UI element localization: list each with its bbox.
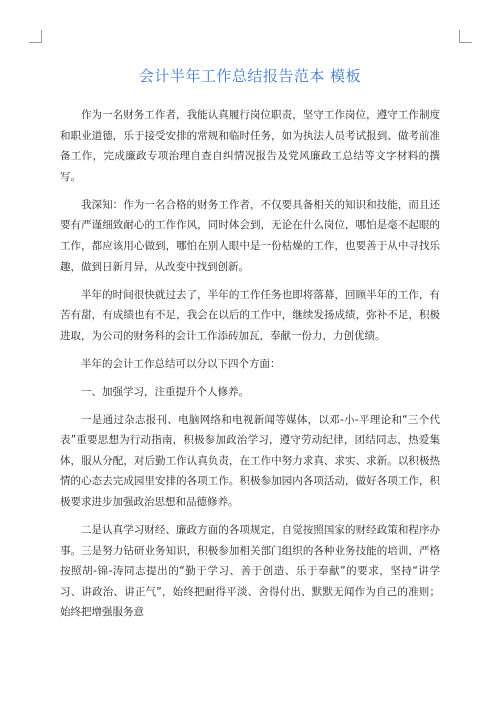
paragraph: 半年的时间很快就过去了，半年的工作任务也即将落幕，回顾半年的工作，有苦有甜，有成绩也有不足，我会在以后的工作中，继续发扬成绩，弥补不足，积极进取，为公司的财务科的会计工作添砖加瓦，奉献一份力，力创优绩。 xyxy=(60,288,440,342)
paragraph: 二是认真学习财经、廉政方面的各项规定，自觉按照国家的财经政策和程序办事。三是努力钻研业务知识，积极参加相关部门组织的各种业务技能的培训，严格按照胡-锦-涛同志提出的“勤于学习、善于创造、乐于奉献”的要求，坚持“讲学习、讲政治、讲正气”，始终把耐得平淡、舍得付出、默默无闻作为自己的准则；始终把增强服务意 xyxy=(60,524,440,619)
section-heading: 一、加强学习，注重提升个人修养。 xyxy=(81,385,249,398)
crop-mark-top-right xyxy=(459,30,472,43)
paragraph: 作为一名财务工作者，我能认真履行岗位职责，坚守工作岗位，遵守工作制度和职业道德，乐于接受安排的常规和临时任务，如为执法人员考试报到、做考前准备工作，完成廉政专项治理自查自纠情况报告及党风廉政工总结等文字材料的撰写。 xyxy=(60,109,440,183)
paragraph: 我深知：作为一名合格的财务工作者，不仅要具备相关的知识和技能，而且还要有严谨细致耐心的工作作风，同时体会到，无论在什么岗位，哪怕是毫不起眼的工作，都应该用心做到，哪怕在别人眼中是一份枯燥的工作，也要善于从中寻找乐趣，做到日新月异，从改变中找到创新。 xyxy=(60,198,440,273)
document-body xyxy=(60,105,440,630)
paragraph: 一是通过杂志报刊、电脑网络和电视新闻等媒体，以邓-小-平理论和“三个代表”重要思想为行动指南，积极参加政治学习，遵守劳动纪律，团结同志，热爱集体，服从分配，对后勤工作认真负责，在工作中努力求真、求实、求新。以积极热情的心态去完成园里安排的各项工作。积极参加园内各项活动，做好各项工作，积极要求进步加强政治思想和品德修养。 xyxy=(60,413,440,509)
paragraph: 半年的会计工作总结可以分以下四个方面： xyxy=(81,357,281,370)
crop-mark-top-left xyxy=(29,30,42,43)
document-title: 会计半年工作总结报告范本 模板 xyxy=(138,67,362,85)
